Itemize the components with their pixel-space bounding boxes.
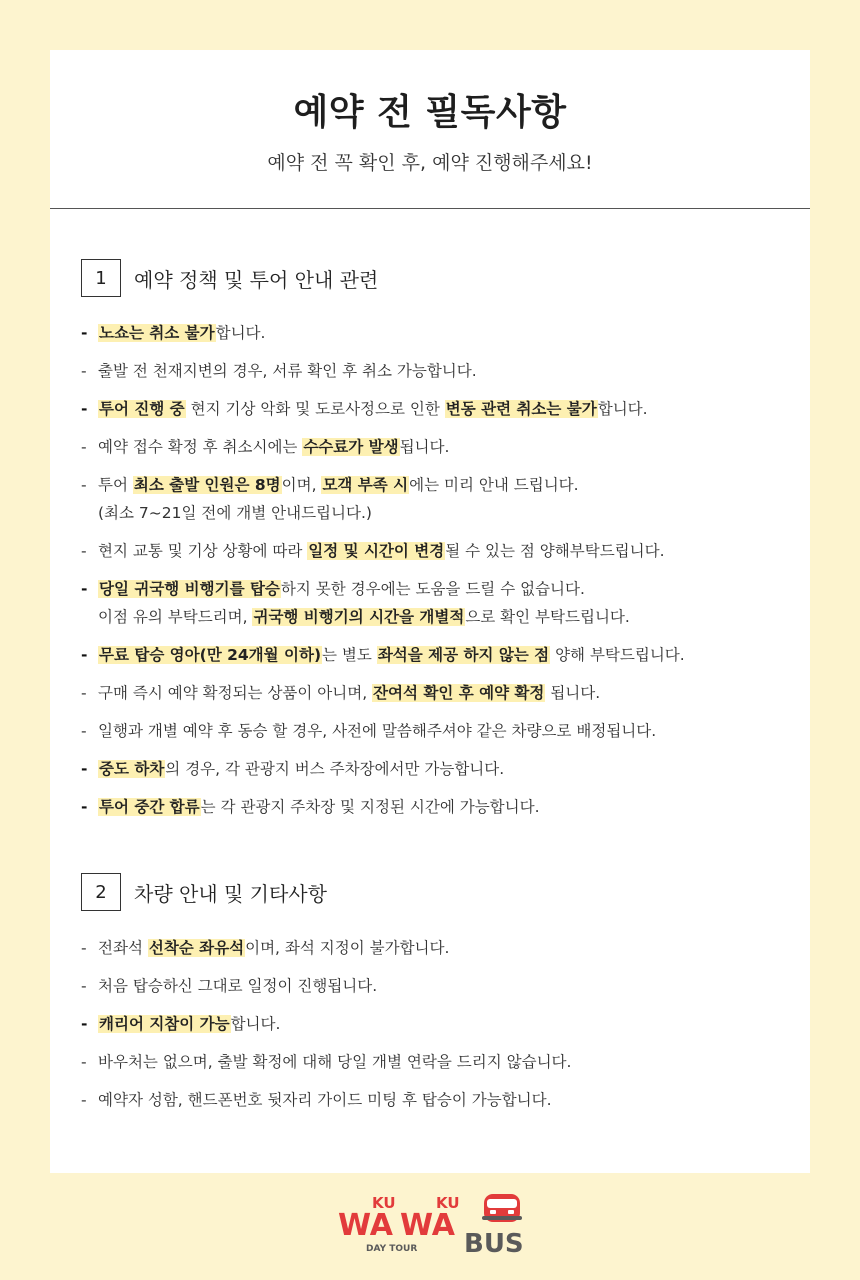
notice-text: 됩니다. <box>399 438 450 456</box>
bullet-dash: - <box>81 438 87 456</box>
notice-text: 하지 못한 경우에는 도움을 드릴 수 없습니다. <box>280 580 585 598</box>
logo-ku-1: KU <box>372 1194 396 1212</box>
page-title: 예약 전 필독사항 <box>293 92 567 133</box>
highlighted-text: 투어 진행 중 <box>99 400 185 418</box>
notice-item <box>81 934 791 962</box>
notice-text: 이점 유의 부탁드리며, <box>98 608 253 626</box>
header-divider <box>50 208 810 209</box>
notice-line <box>98 603 791 631</box>
notice-text: 의 경우, 각 관광지 버스 주차장에서만 가능합니다. <box>165 760 505 778</box>
section-1-header <box>81 259 378 297</box>
highlighted-text: 중도 하차 <box>99 760 165 778</box>
bullet-dash: - <box>81 722 87 740</box>
notice-item <box>81 395 791 423</box>
highlighted-text: 귀국행 비행기의 시간을 개별적 <box>253 608 465 626</box>
highlighted-text: 캐리어 지참이 가능 <box>99 1015 230 1033</box>
bullet-dash: - <box>81 1091 87 1109</box>
notice-line <box>98 537 791 565</box>
bullet-dash: - <box>81 580 88 598</box>
section-2-title: 차량 안내 및 기타사항 <box>134 881 327 906</box>
highlighted-text: 수수료가 발생 <box>303 438 399 456</box>
notice-line <box>98 433 791 461</box>
notice-text: 처음 탑승하신 그대로 일정이 진행됩니다. <box>98 977 378 995</box>
logo-bus-text: BUS <box>464 1229 524 1259</box>
bullet-dash: - <box>81 760 88 778</box>
highlighted-text: 당일 귀국행 비행기를 탑승 <box>99 580 280 598</box>
notice-line <box>98 755 791 783</box>
bullet-dash: - <box>81 476 87 494</box>
notice-item <box>81 1010 791 1038</box>
notice-line <box>98 357 791 385</box>
notice-line <box>98 1048 791 1076</box>
notice-line <box>98 641 791 669</box>
section-1-title: 예약 정책 및 투어 안내 관련 <box>134 267 379 292</box>
notice-item <box>81 755 791 783</box>
highlighted-text: 변동 관련 취소는 불가 <box>445 400 597 418</box>
notice-item <box>81 319 791 347</box>
bullet-dash: - <box>81 939 87 957</box>
notice-text: 될 수 있는 점 양해부탁드립니다. <box>445 542 665 560</box>
notice-text: 출발 전 천재지변의 경우, 서류 확인 후 취소 가능합니다. <box>98 362 477 380</box>
highlighted-text: 일정 및 시간이 변경 <box>308 542 445 560</box>
notice-text: 이며, <box>281 476 322 494</box>
notice-line <box>98 499 791 527</box>
highlighted-text: 선착순 좌유석 <box>148 939 245 957</box>
bullet-dash: - <box>81 646 88 664</box>
bullet-dash: - <box>81 1015 88 1033</box>
notice-line <box>98 793 791 821</box>
notice-text: 에는 미리 안내 드립니다. <box>409 476 579 494</box>
van-icon <box>482 1194 522 1222</box>
notice-item <box>81 433 791 461</box>
notice-text: 현지 기상 악화 및 도로사정으로 인한 <box>185 400 445 418</box>
notice-item <box>81 537 791 565</box>
highlighted-text: 잔여석 확인 후 예약 확정 <box>373 684 545 702</box>
notice-text: 전좌석 <box>98 939 148 957</box>
notice-item <box>81 575 791 631</box>
logo-tagline: DAY TOUR <box>366 1244 418 1254</box>
section-2-list <box>81 934 791 1124</box>
notice-text: 예약 접수 확정 후 취소시에는 <box>98 438 303 456</box>
notice-text: 는 별도 <box>322 646 377 664</box>
notice-line <box>98 972 791 1000</box>
notice-line <box>98 319 791 347</box>
section-1-number: 1 <box>81 259 121 297</box>
notice-text: 됩니다. <box>545 684 601 702</box>
wakuwaku-bus-logo <box>336 1190 526 1260</box>
bullet-dash: - <box>81 977 87 995</box>
highlighted-text: 노쇼는 취소 불가 <box>99 324 215 342</box>
notice-line <box>98 679 791 707</box>
notice-text: 합니다. <box>597 400 648 418</box>
notice-line <box>98 395 791 423</box>
notice-item <box>81 793 791 821</box>
notice-text: 예약자 성함, 핸드폰번호 뒷자리 가이드 미팅 후 탑승이 가능합니다. <box>98 1091 552 1109</box>
notice-text: 일행과 개별 예약 후 동승 할 경우, 사전에 말씀해주셔야 같은 차량으로 배정됩니다. <box>98 722 657 740</box>
notice-line <box>98 1086 791 1114</box>
section-2-number: 2 <box>81 873 121 911</box>
page-subtitle: 예약 전 꼭 확인 후, 예약 진행해주세요! <box>267 152 593 174</box>
notice-text: 투어 <box>98 476 133 494</box>
section-1-list <box>81 319 791 831</box>
notice-card <box>50 50 810 1173</box>
highlighted-text: 모객 부족 시 <box>322 476 409 494</box>
notice-line <box>98 934 791 962</box>
notice-text: 현지 교통 및 기상 상황에 따라 <box>98 542 308 560</box>
highlighted-text: 무료 탑승 영아(만 24개월 이하) <box>99 646 322 664</box>
notice-text: 이며, 좌석 지정이 불가합니다. <box>245 939 450 957</box>
notice-text: 으로 확인 부탁드립니다. <box>465 608 630 626</box>
logo-ku-2: KU <box>436 1194 460 1212</box>
notice-text: 구매 즉시 예약 확정되는 상품이 아니며, <box>98 684 373 702</box>
highlighted-text: 투어 중간 합류 <box>99 798 200 816</box>
highlighted-text: 좌석을 제공 하지 않는 점 <box>377 646 550 664</box>
bullet-dash: - <box>81 1053 87 1071</box>
notice-line <box>98 717 791 745</box>
notice-text: 바우처는 없으며, 출발 확정에 대해 당일 개별 연락을 드리지 않습니다. <box>98 1053 572 1071</box>
bullet-dash: - <box>81 324 88 342</box>
bullet-dash: - <box>81 362 87 380</box>
notice-text: 합니다. <box>215 324 266 342</box>
notice-item <box>81 641 791 669</box>
notice-item <box>81 717 791 745</box>
highlighted-text: 최소 출발 인원은 8명 <box>133 476 281 494</box>
logo-wa-1: WA <box>338 1208 393 1243</box>
notice-line <box>98 1010 791 1038</box>
notice-item <box>81 471 791 527</box>
logo-wa-2: WA <box>400 1208 455 1243</box>
bullet-dash: - <box>81 542 87 560</box>
notice-item <box>81 357 791 385</box>
notice-item <box>81 1086 791 1114</box>
notice-text: (최소 7~21일 전에 개별 안내드립니다.) <box>98 504 372 522</box>
notice-line <box>98 575 791 603</box>
notice-text: 는 각 관광지 주차장 및 지정된 시간에 가능합니다. <box>200 798 540 816</box>
bullet-dash: - <box>81 400 88 418</box>
notice-item <box>81 679 791 707</box>
notice-text: 양해 부탁드립니다. <box>550 646 685 664</box>
notice-item <box>81 972 791 1000</box>
bullet-dash: - <box>81 798 88 816</box>
notice-item <box>81 1048 791 1076</box>
section-2-header <box>81 873 327 911</box>
notice-line <box>98 471 791 499</box>
bullet-dash: - <box>81 684 87 702</box>
notice-text: 합니다. <box>230 1015 281 1033</box>
